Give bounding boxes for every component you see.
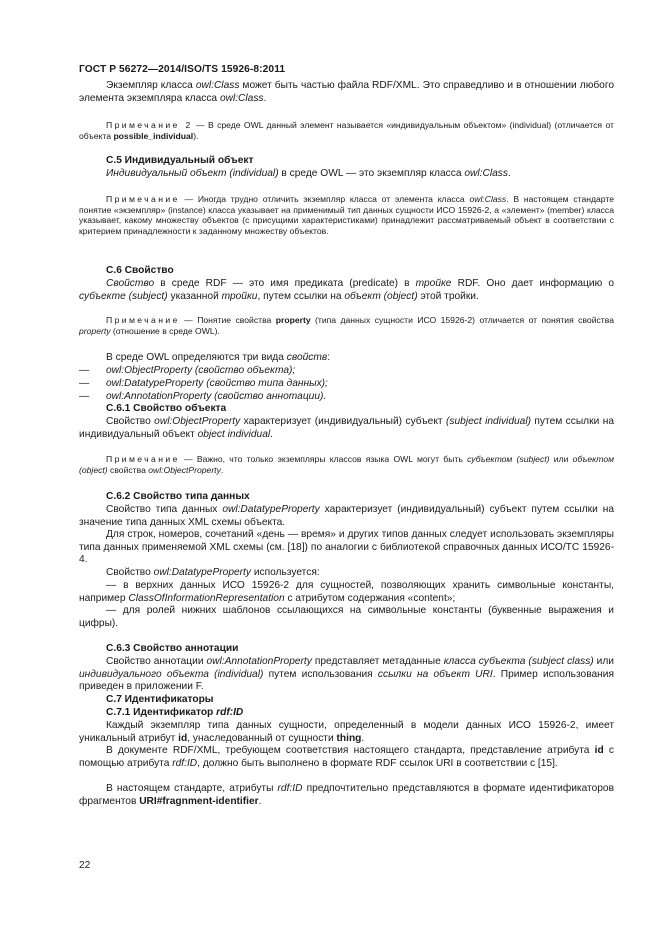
list-item: — owl:DatatypeProperty (свойство типа данных); — [79, 378, 328, 389]
page-number: 22 — [79, 860, 91, 871]
paragraph-c61: Свойство owl:ObjectProperty характеризует (индивидуальный) субъект (subject individual) путем ссылки на индивидуальный объект object individual. — [79, 416, 614, 440]
note-c61: Примечание — Важно, что только экземпляры классов языка OWL могут быть субъектом (subject) или объектом (object) свойства owl:ObjectProperty. — [79, 454, 614, 475]
paragraph-c63: Свойство аннотации owl:AnnotationProperty представляет метаданные класса субъекта (subject class) или индивидуального объекта (individual) путем использования ссылки на объект URI. Пример использования приведен в приложении F. — [79, 656, 614, 693]
heading-c71: С.7.1 Идентификатор rdf:ID — [106, 707, 244, 718]
running-header: ГОСТ Р 56272—2014/ISO/TS 15926-8:2011 — [79, 64, 286, 75]
paragraph-c62-2: Для строк, номеров, сочетаний «день — время» и других типов данных следует использовать экземпляры типа данных применяемой XML схемы (см. [18]) по аналогии с библиотекой справочных данных ИСО/ТС 15926-4. — [79, 529, 614, 566]
paragraph-c6: Свойство в среде RDF — это имя предиката (predicate) в тройке RDF. Оно дает информацию о субъекте (subject) указанной тройки, путем ссылки на объект (object) этой тройки. — [79, 278, 614, 302]
paragraph-c62-4: — в верхних данных ИСО 15926-2 для сущностей, позволяющих хранить символьные константы, например ClassOfInformationRepresentation с атрибутом содержания «content»; — [79, 580, 614, 604]
paragraph-owl-class: Экземпляр класса owl:Class может быть частью файла RDF/XML. Это справедливо и в отношении любого элемента экземпляра класса owl:Class. — [79, 80, 614, 104]
paragraph-c5: Индивидуальный объект (individual) в среде OWL — это экземпляр класса owl:Class. — [106, 168, 511, 179]
note-2: Примечание 2 — В среде OWL данный элемент называется «индивидуальным объектом» (individual) (отличается от объекта possible_individual). — [79, 120, 614, 141]
list-item: — owl:ObjectProperty (свойство объекта); — [79, 365, 296, 376]
heading-c61: С.6.1 Свойство объекта — [106, 403, 227, 414]
heading-c62: С.6.2 Свойство типа данных — [106, 491, 250, 502]
property-kinds-intro: В среде OWL определяются три вида свойств: — [106, 352, 331, 363]
heading-c5: С.5 Индивидуальный объект — [106, 155, 254, 166]
paragraph-c71-3: В настоящем стандарте, атрибуты rdf:ID предпочтительно представляются в формате идентификаторов фрагментов URI#fragnment-identifier. — [79, 783, 614, 807]
heading-c7: С.7 Идентификаторы — [106, 694, 214, 705]
heading-c63: С.6.3 Свойство аннотации — [106, 643, 239, 654]
paragraph-c62-1: Свойство типа данных owl:DatatypeProperty характеризует (индивидуальный) субъект путем ссылки на значение типа данных XML схемы объекта. — [79, 504, 614, 528]
note-c5: Примечание — Иногда трудно отличить экземпляр класса от элемента класса owl:Class. В настоящем стандарте понятие «экземпляр» (instance) класса указывает на применимый тип данных сущности ИСО 15926-2, а «элемент» (member) класса указывает, какому множеству объектов (с присущими характеристиками) принадлежит рассматриваемый объект в соответствии с критерием принадлежности к заданному множеству объектов. — [79, 194, 614, 236]
paragraph-c62-5: — для ролей нижних шаблонов ссылающихся на символьные константы (буквенные выражения и цифры). — [79, 605, 614, 629]
paragraph-c71-1: Каждый экземпляр типа данных сущности, определенный в модели данных ИСО 15926-2, имеет уникальный атрибут id, унаследованный от сущности thing. — [79, 720, 614, 744]
paragraph-c71-2: В документе RDF/XML, требующем соответствия настоящего стандарта, представление атрибута id с помощью атрибута rdf:ID, должно быть выполнено в формате RDF ссылок URI в соответствии с [15]. — [79, 745, 614, 769]
heading-c6: С.6 Свойство — [106, 265, 174, 276]
list-item: — owl:AnnotationProperty (свойство аннотации). — [79, 391, 327, 402]
paragraph-c62-3: Свойство owl:DatatypeProperty используется: — [106, 567, 320, 578]
note-c6: Примечание — Понятие свойства property (типа данных сущности ИСО 15926-2) отличается от понятия свойства property (отношение в среде OWL). — [79, 315, 614, 336]
